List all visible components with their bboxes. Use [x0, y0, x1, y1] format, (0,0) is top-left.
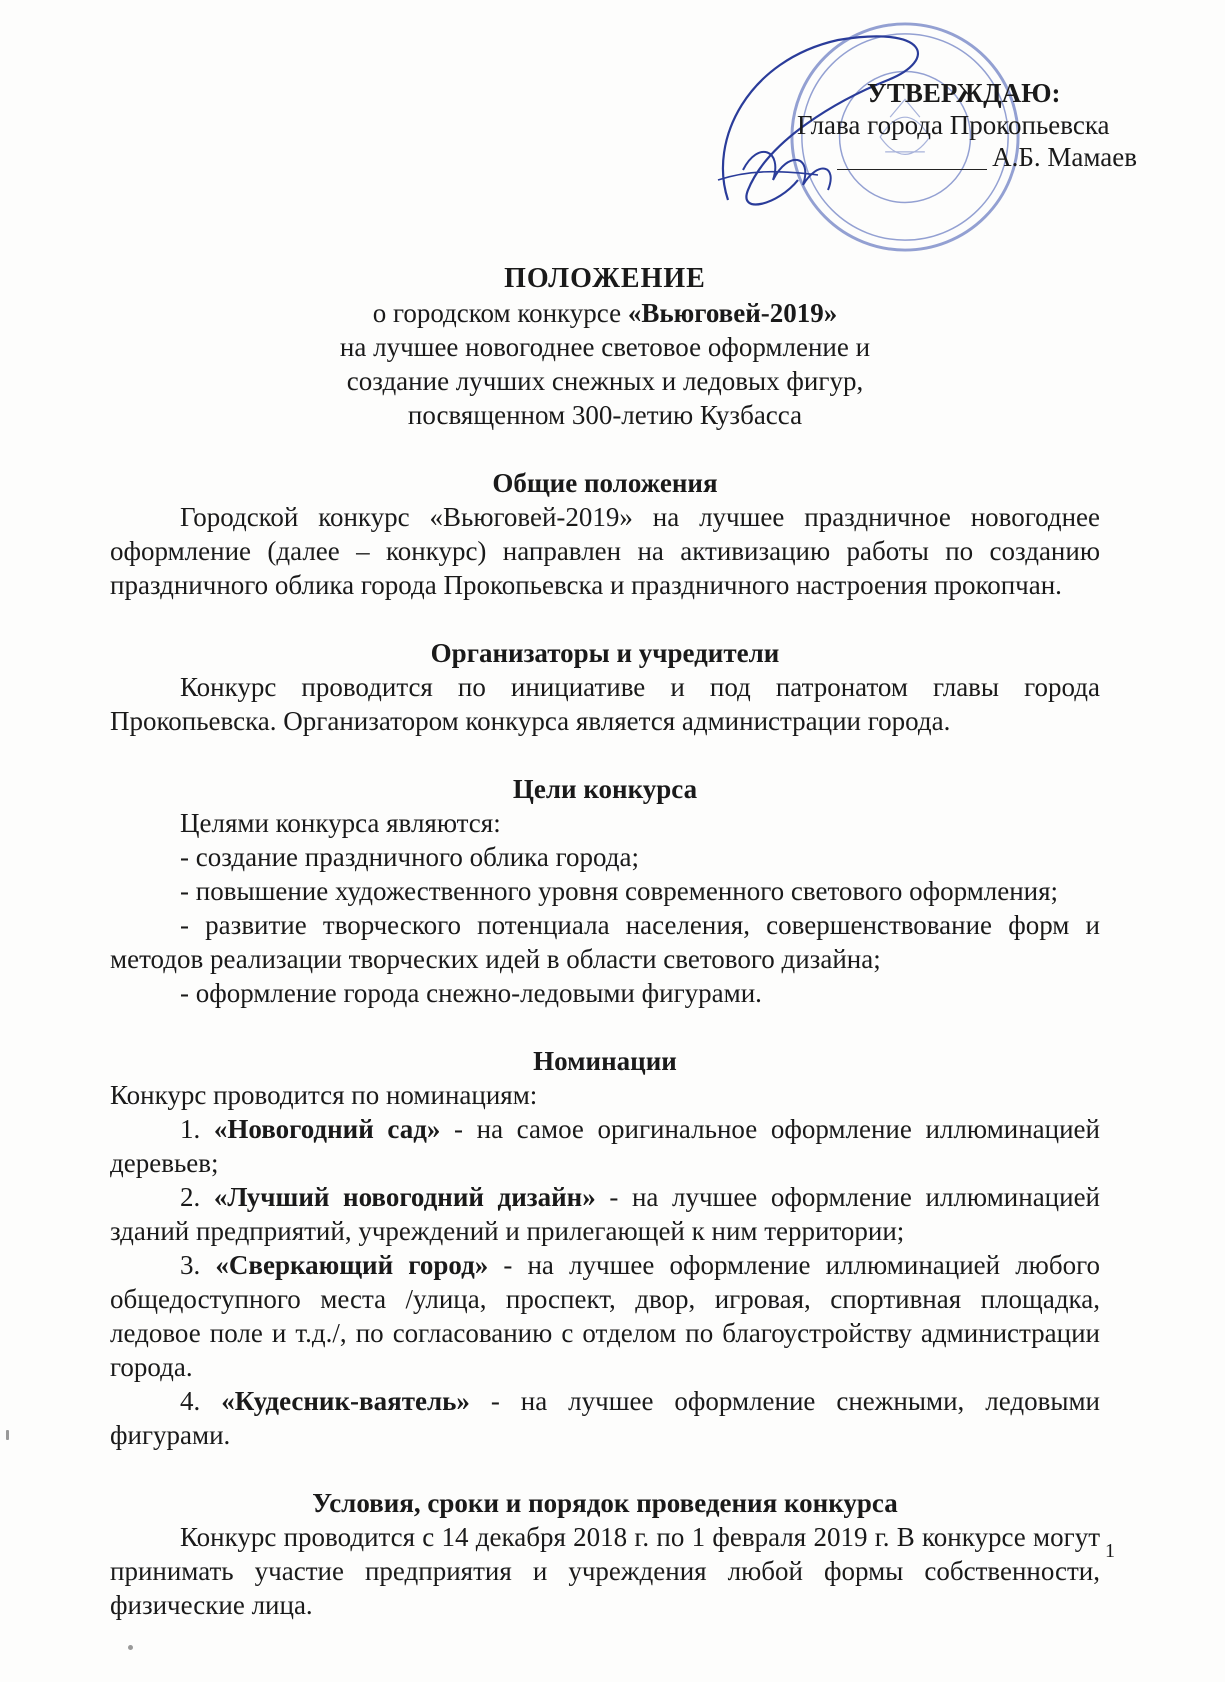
section-heading-organizers: Организаторы и учредители	[430, 638, 780, 668]
section-heading-goals: Цели конкурса	[512, 774, 698, 804]
title-line-3: создание лучших снежных и ледовых фигур,	[346, 366, 864, 396]
nominations-intro: Конкурс проводится по номинациям:	[110, 1080, 538, 1110]
nomination-item: 2. «Лучший новогодний дизайн» - на лучшее оформление иллюминацией зданий предприятий, учреждений и прилегающей к ним территории;	[110, 1182, 1101, 1246]
title-line-1: о городском конкурсе «Вьюговей-2019»	[372, 298, 838, 328]
signature-line	[837, 169, 987, 170]
title-line-4: посвященном 300-летию Кузбасса	[407, 400, 803, 430]
nomination-item: 4. «Кудесник-ваятель» - на лучшее оформление снежными, ледовыми фигурами.	[110, 1386, 1100, 1450]
goal-item: - повышение художественного уровня современного светового оформления;	[180, 876, 1059, 906]
nomination-item: 3. «Сверкающий город» - на лучшее оформление иллюминацией любого общедоступного места /улица, проспект, двор, игровая, спортивная площадка, ледовое поле и т.д./, по согласованию с отделом по благоустройству администрации города.	[110, 1250, 1100, 1382]
scan-speck	[128, 1645, 133, 1650]
nomination-item: 1. «Новогодний сад» - на самое оригинальное оформление иллюминацией деревьев;	[110, 1114, 1100, 1178]
section-heading-general: Общие положения	[492, 468, 718, 498]
approver-name: А.Б. Мамаев	[992, 142, 1137, 172]
organizers-text: Конкурс проводится по инициативе и под патронатом главы города Прокопьевска. Организатором конкурса является администрации города.	[110, 672, 1100, 736]
approval-position: Глава города Прокопьевска	[797, 110, 1110, 140]
goal-item: - создание праздничного облика города;	[180, 842, 639, 872]
section-heading-nominations: Номинации	[533, 1046, 677, 1076]
section-heading-conditions: Условия, сроки и порядок проведения конкурса	[312, 1488, 898, 1518]
approval-heading: УТВЕРЖДАЮ:	[867, 78, 1061, 108]
goal-item: - развитие творческого потенциала населения, совершенствование форм и методов реализации творческих идей в области светового дизайна;	[110, 910, 1100, 974]
conditions-text: Конкурс проводится с 14 декабря 2018 г. по 1 февраля 2019 г. В конкурсе могут принимать участие предприятия и учреждения любой формы собственности, физические лица.	[110, 1522, 1100, 1620]
scan-speck	[6, 1430, 9, 1440]
title-line-2: на лучшее новогоднее световое оформление и	[339, 332, 871, 362]
goal-item: - оформление города снежно-ледовыми фигурами.	[180, 978, 762, 1008]
document-body	[110, 262, 1100, 1622]
goals-intro: Целями конкурса являются:	[180, 808, 501, 838]
document-title: ПОЛОЖЕНИЕ	[504, 263, 706, 294]
general-text: Городской конкурс «Вьюговей-2019» на лучшее праздничное новогоднее оформление (далее – конкурс) направлен на активизацию работы по созданию праздничного облика города Прокопьевска и праздничного настроения прокопчан.	[110, 502, 1100, 600]
page-number: 1	[1105, 1540, 1115, 1562]
